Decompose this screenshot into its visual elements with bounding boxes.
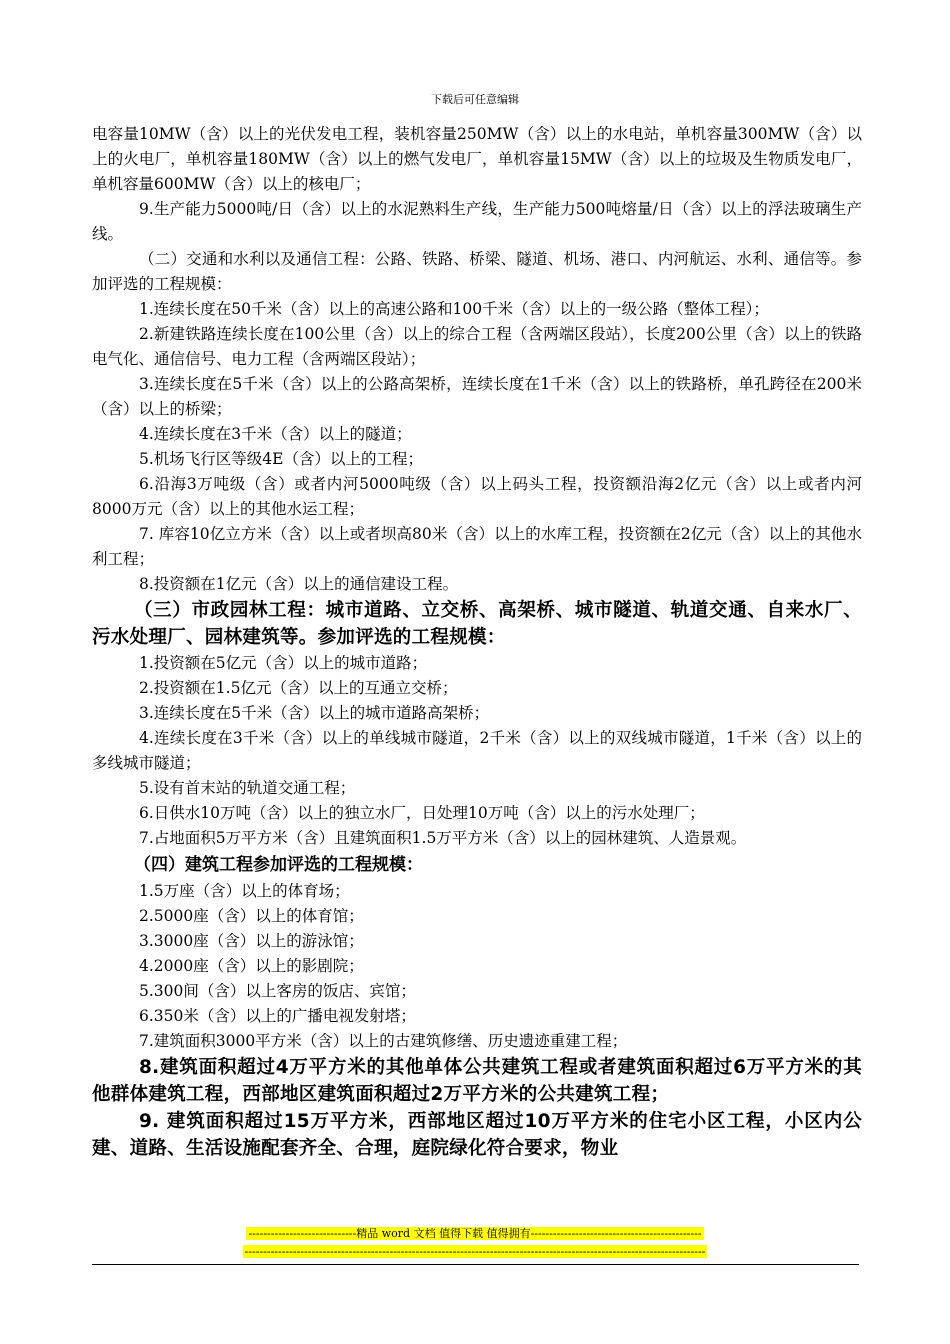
list-item: 6.350米（含）以上的广播电视发射塔；	[139, 1007, 416, 1025]
page-header: 下载后可任意编辑	[431, 93, 519, 106]
document-body	[92, 122, 862, 1162]
list-item: 2.投资额在1.5亿元（含）以上的互通立交桥；	[139, 679, 458, 697]
list-item: 4.2000座（含）以上的影剧院；	[139, 957, 364, 975]
list-item: 9. 建筑面积超过15万平方米，西部地区超过10万平方米的住宅小区工程，小区内公建、道路、生活设施配套齐全、合理，庭院绿化符合要求，物业	[92, 1111, 862, 1159]
list-item: 1.投资额在5亿元（含）以上的城市道路；	[139, 654, 428, 672]
list-item: 4.连续长度在3千米（含）以上的隧道；	[139, 425, 412, 443]
footer-banner	[0, 1227, 950, 1241]
list-item: 7. 库容10亿立方米（含）以上或者坝高80米（含）以上的水库工程，投资额在2亿元（含）以上的其他水利工程；	[92, 525, 862, 568]
footer-rule	[92, 1264, 859, 1265]
list-item: 5.300间（含）以上客房的饭店、宾馆；	[139, 982, 416, 1000]
footer-dashes: ----------------------------------------------------------------------------------------------------------------------------	[244, 1245, 706, 1258]
section-heading: （二）交通和水利以及通信工程：公路、铁路、桥梁、隧道、机场、港口、内河航运、水利、通信等。参加评选的工程规模：	[92, 250, 862, 293]
list-item: 8.建筑面积超过4万平方米的其他单体公共建筑工程或者建筑面积超过6万平方米的其他群体建筑工程，西部地区建筑面积超过2万平方米的公共建筑工程；	[92, 1057, 862, 1105]
list-item: 7.占地面积5万平方米（含）且建筑面积1.5万平方米（含）以上的园林建筑、人造景观。	[139, 829, 747, 847]
list-item: 1.连续长度在50千米（含）以上的高速公路和100千米（含）以上的一级公路（整体工程）；	[139, 300, 769, 318]
list-item: 6.日供水10万吨（含）以上的独立水厂，日处理10万吨（含）以上的污水处理厂；	[139, 804, 705, 822]
footer-divider-text	[0, 1245, 950, 1259]
list-item: 9.生产能力5000吨/日（含）以上的水泥熟料生产线，生产能力500吨熔量/日（含）以上的浮法玻璃生产线。	[92, 200, 862, 243]
section-heading: （四）建筑工程参加评选的工程规模：	[134, 855, 423, 875]
list-item: 3.连续长度在5千米（含）以上的公路高架桥，连续长度在1千米（含）以上的铁路桥，单孔跨径在200米（含）以上的桥梁；	[92, 375, 862, 418]
section-heading: （三）市政园林工程：城市道路、立交桥、高架桥、城市隧道、轨道交通、自来水厂、污水处理厂、园林建筑等。参加评选的工程规模：	[92, 600, 862, 648]
list-item: 4.连续长度在3千米（含）以上的单线城市隧道，2千米（含）以上的双线城市隧道，1千米（含）以上的多线城市隧道；	[92, 729, 862, 772]
list-item: 1.5万座（含）以上的体育场；	[139, 882, 350, 900]
list-item: 2.新建铁路连续长度在100公里（含）以上的综合工程（含两端区段站），长度200公里（含）以上的铁路电气化、通信信号、电力工程（含两端区段站）；	[92, 325, 862, 368]
footer-banner-text: -----------------------------精品 word 文档 值得下载 值得拥有----------------------------------------------	[248, 1227, 702, 1240]
list-item: 6.沿海3万吨级（含）或者内河5000吨级（含）以上码头工程，投资额沿海2亿元（含）以上或者内河8000万元（含）以上的其他水运工程；	[92, 475, 862, 518]
list-item: 5.机场飞行区等级4E（含）以上的工程；	[139, 450, 423, 468]
list-item: 5.设有首末站的轨道交通工程；	[139, 779, 356, 797]
list-item: 8.投资额在1亿元（含）以上的通信建设工程。	[139, 575, 459, 593]
list-item: 2.5000座（含）以上的体育馆；	[139, 907, 364, 925]
paragraph: 电容量10MW（含）以上的光伏发电工程，装机容量250MW（含）以上的水电站，单机容量300MW（含）以上的火电厂，单机容量180MW（含）以上的燃气发电厂，单机容量15MW（含）以上的垃圾及生物质发电厂，单机容量600MW（含）以上的核电厂；	[92, 125, 862, 193]
list-item: 7.建筑面积3000平方米（含）以上的古建筑修缮、历史遗迹重建工程；	[139, 1032, 628, 1050]
list-item: 3.连续长度在5千米（含）以上的城市道路高架桥；	[139, 704, 490, 722]
list-item: 3.3000座（含）以上的游泳馆；	[139, 932, 364, 950]
